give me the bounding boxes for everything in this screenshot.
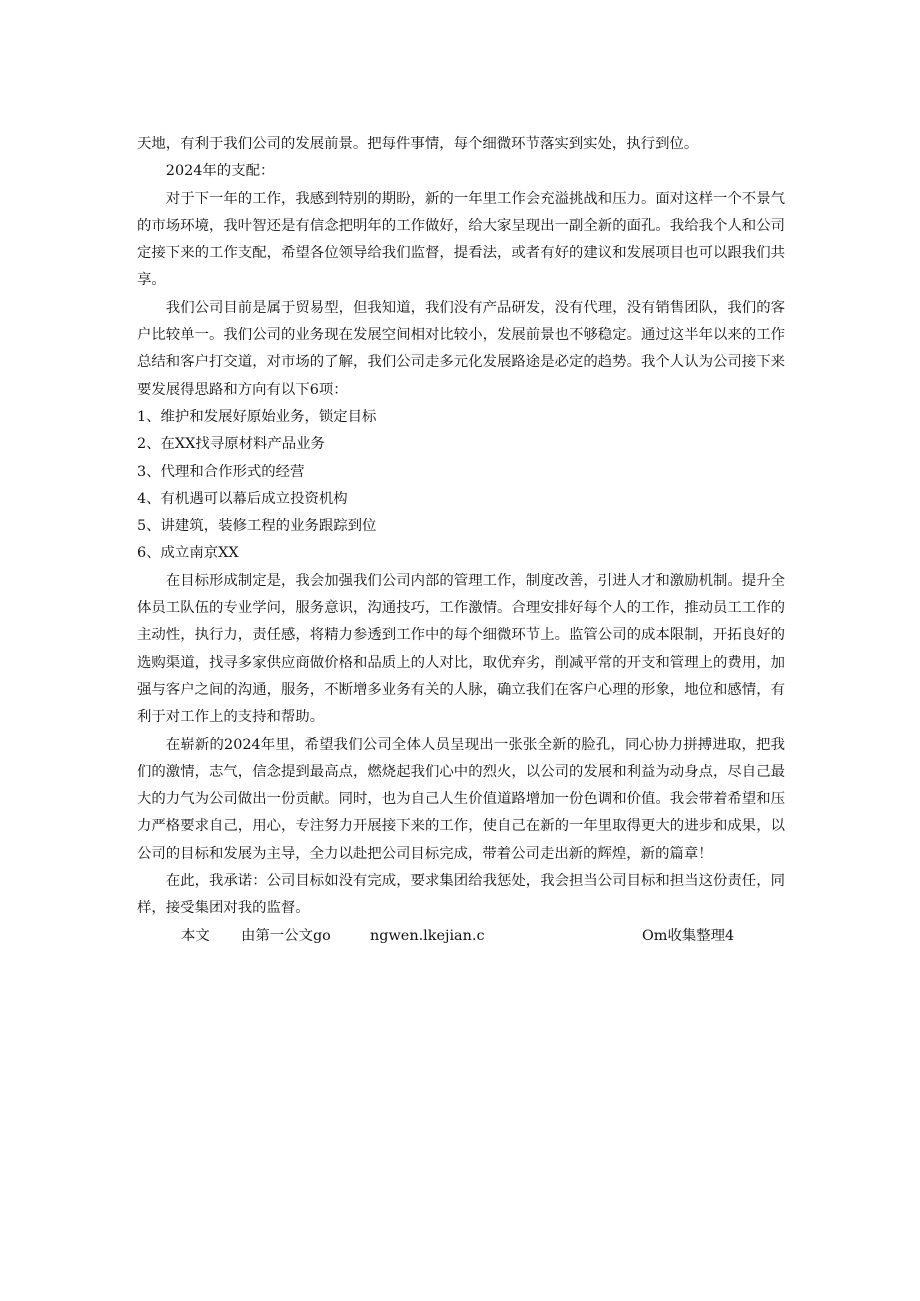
paragraph-continuation: 天地，有利于我们公司的发展前景。把每件事情，每个细微环节落实到实处，执行到位。 [137, 136, 699, 152]
paragraph-new-year-hopes: 在崭新的2024年里，希望我们公司全体人员呈现出一张张全新的脸孔，同心协力拼搏进取，把我们的激情，志气，信念提到最高点，燃烧起我们心中的烈火，以公司的发展和利益为动身点，尽自己最大的力气为公司做出一份贡献。同时，也为自己人生价值道路增加一份色调和价值。我会带着希望和压力严格要求自己，用心，专注努力开展接下来的工作，使自己在新的一年里取得更大的进步和成果，以公司的目标和发展为主导，全力以赴把公司目标完成，带着公司走出新的辉煌，新的篇章！ [137, 736, 785, 862]
list-item: 1、维护和发展好原始业务，锁定目标 [137, 408, 377, 425]
list-item: 2、在XX找寻原材料产品业务 [137, 436, 325, 453]
footer-part: 由第一公文go [241, 927, 331, 944]
paragraph-next-year-outlook: 对于下一年的工作，我感到特别的期盼，新的一年里工作会充溢挑战和压力。面对这样一个不景气的市场环境，我叶智还是有信念把明年的工作做好，给大家呈现出一副全新的面孔。我给我个人和公司定接下来的工作支配，希望各位领导给我们监督，提看法，或者有好的建议和发展项目也可以跟我们共享。 [137, 190, 785, 289]
footer-part: 本文 [181, 927, 210, 944]
direction-list [137, 404, 785, 568]
footer-part: Om收集整理4 [642, 927, 735, 944]
list-item: 4、有机遇可以幕后成立投资机构 [137, 490, 348, 507]
source-footer [137, 923, 785, 950]
section-heading-2024-plan: 2024年的支配： [165, 163, 275, 180]
list-item: 3、代理和合作形式的经营 [137, 463, 305, 480]
paragraph-company-status: 我们公司目前是属于贸易型，但我知道，我们没有产品研发，没有代理，没有销售团队，我们的客户比较单一。我们公司的业务现在发展空间相对比较小，发展前景也不够稳定。通过这半年以来的工作总结和客户打交道，对市场的了解，我们公司走多元化发展路途是必定的趋势。我个人认为公司接下来要发展得思路和方向有以下6项： [137, 299, 785, 398]
paragraph-management-plan: 在目标形成制定是，我会加强我们公司内部的管理工作，制度改善，引进人才和激励机制。提升全体员工队伍的专业学问，服务意识，沟通技巧，工作激情。合理安排好每个人的工作，推动员工工作的主动性，执行力，责任感，将精力参透到工作中的每个细微环节上。监管公司的成本限制，开拓良好的选购渠道，找寻多家供应商做价格和品质上的人对比，取优弃劣，削减平常的开支和管理上的费用，加强与客户之间的沟通，服务，不断增多业务有关的人脉，确立我们在客户心理的形象，地位和感情，有利于对工作上的支持和帮助。 [137, 572, 785, 726]
document-body [137, 131, 785, 950]
paragraph-commitment: 在此，我承诺：公司目标如没有完成，要求集团给我惩处，我会担当公司目标和担当这份责任，同样，接受集团对我的监督。 [137, 873, 785, 917]
list-item: 5、讲建筑，装修工程的业务跟踪到位 [137, 518, 377, 535]
list-item: 6、成立南京XX [137, 545, 239, 562]
footer-part: ngwen.lkejian.c [370, 927, 485, 944]
